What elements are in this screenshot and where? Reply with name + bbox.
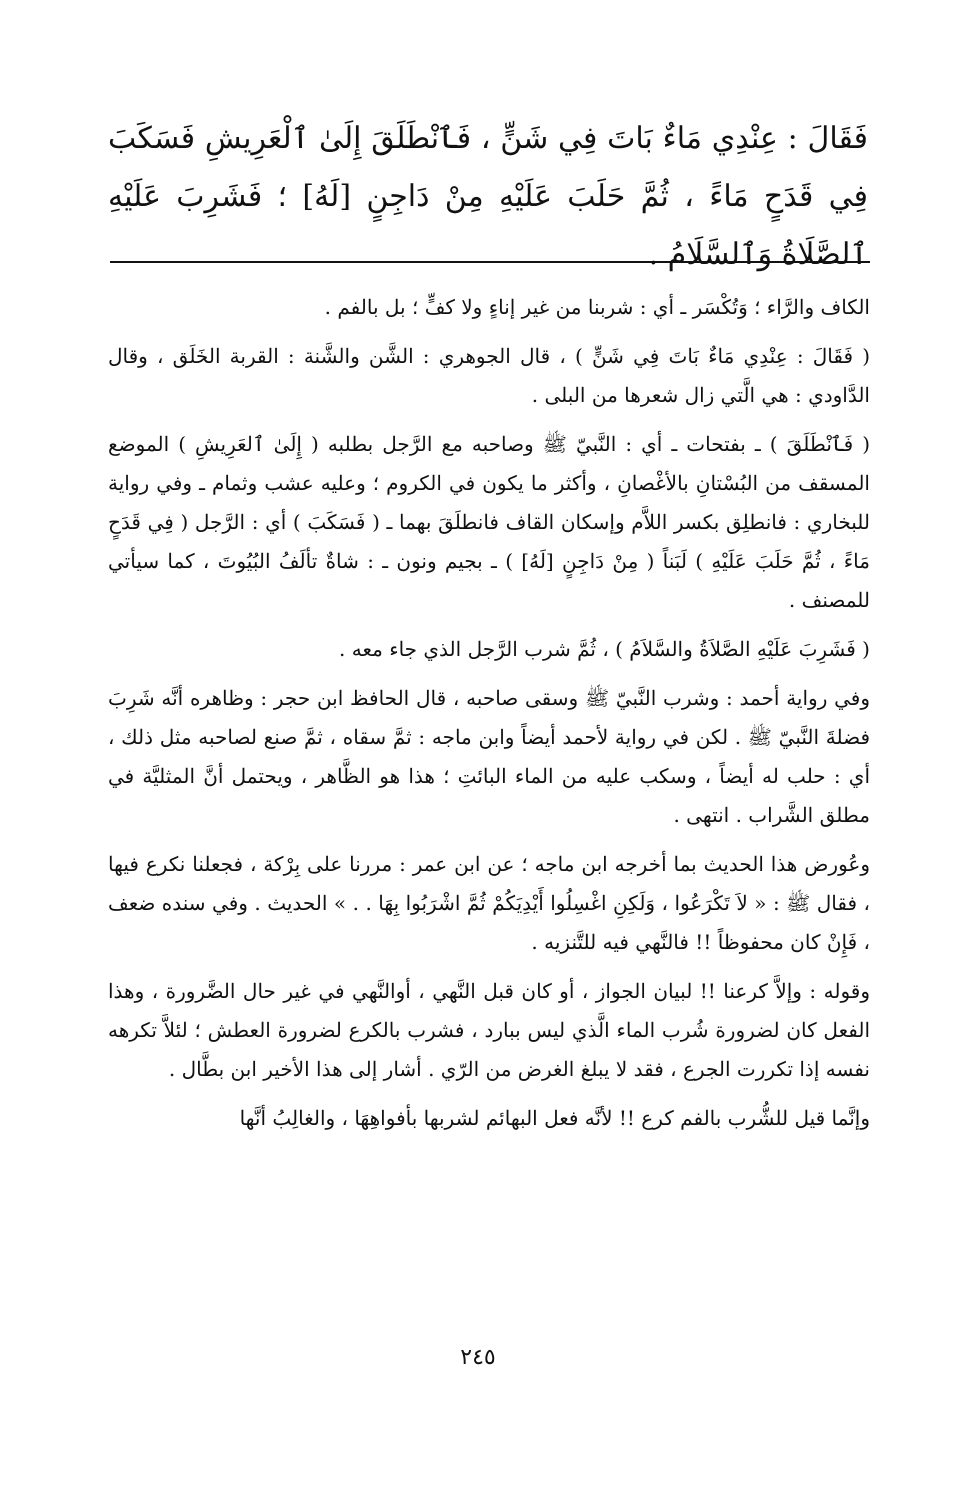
commentary-paragraph: ( فَقَالَ : عِنْدِي مَاءٌ بَاتَ فِي شَنٍّ ) ، قال الجوهري : الشَّن والشَّنة : القربة الخَلَق ، وقال الدَّاودي : هي الَّتي زال شعرها من البلى . <box>108 344 870 407</box>
commentary-paragraph: وقوله : وإلاَّ كرعنا !! لبيان الجواز ، أو كان قبل النَّهي ، أوالنَّهي في غير حال الضَّرورة ، وهذا الفعل كان لضرورة شُرب الماء الَّذي ليس ببارد ، فشرب بالكرع لضرورة العطش ؛ لئلاَّ تكرهه نفسه إذا تكررت الجرع ، فقد لا يبلغ الغرض من الرّي . أشار إلى هذا الأخير ابن بطَّال . <box>108 979 870 1081</box>
commentary-paragraph: وإنَّما قيل للشُّرب بالفم كرع !! لأنَّه فعل البهائم لشربها بأفواهِهَا ، والغالِبُ أنَّها <box>239 1106 870 1130</box>
commentary-paragraph: وفي رواية أحمد : وشرب النَّبيّ ﷺ وسقى صاحبه ، قال الحافظ ابن حجر : وظاهره أنَّه شَرِبَ فضلةَ النَّبيّ ﷺ . لكن في رواية لأحمد أيضاً وابن ماجه : ثمَّ سقاه ، ثمَّ صنع لصاحبه مثل ذلك ، أي : حلب له أيضاً ، وسكب عليه من الماء البائتِ ؛ هذا هو الظَّاهر ، ويحتمل أنَّ المثليَّة في مطلق الشَّراب . انتهى . <box>108 686 870 827</box>
commentary-paragraph: الكاف والرَّاء ؛ وَتُكْسَر ـ أي : شربنا من غير إناءٍ ولا كفٍّ ؛ بل بالفم . <box>324 295 870 319</box>
commentary-paragraph: ( فَشَرِبَ عَلَيْهِ الصَّلاَةُ والسَّلاَمُ ) ، ثُمَّ شرب الرَّجل الذي جاء معه . <box>339 637 870 661</box>
page-number: ٢٤٥ <box>460 1345 496 1370</box>
commentary-paragraph: ( فَٱنْطَلَقَ ) ـ بفتحات ـ أي : النَّبيّ ﷺ وصاحبه مع الرَّجل بطلبه ( إِلَىٰ ٱلعَرِيشِ ) الموضع المسقف من البُسْتانِ بالأغْصانِ ، وأكثر ما يكون في الكروم ؛ وعليه عشب وثمام ـ وفي رواية للبخاري : فانطلِق بكسر اللاَّم وإسكان القاف فانطلَقَ بهما ـ ( فَسَكَبَ ) أي : الرَّجل ( فِي قَدَحٍ مَاءً ، ثُمَّ حَلَبَ عَلَيْهِ ) لَبَناً ( مِنْ دَاجِنٍ [لَهُ] ) ـ بجيم ونون ـ : شاةٌ تألَفُ البُيُوتَ ، كما سيأتي للمصنف . <box>108 432 870 612</box>
footnote-divider <box>110 261 870 263</box>
commentary-paragraph: وعُورض هذا الحديث بما أخرجه ابن ماجه ؛ عن ابن عمر : مررنا على بِرْكة ، فجعلنا نكرع فيها ، فقال ﷺ : « لاَ تَكْرَعُوا ، وَلَكِنِ اغْسِلُوا أَيْدِيَكُمْ ثُمَّ اشْرَبُوا بِهَا . . » الحديث . وفي سنده ضعف ، فَإِنْ كان محفوظاً !! فالنَّهي فيه للتَّنزيه . <box>108 852 870 954</box>
hadith-text: فَقَالَ : عِنْدِي مَاءٌ بَاتَ فِي شَنٍّ ، فَٱنْطَلَقَ إِلَىٰ ٱلْعَرِيشِ فَسَكَبَ فِي قَدَحٍ مَاءً ، ثُمَّ حَلَبَ عَلَيْهِ مِنْ دَاجِنٍ [لَهُ] ؛ فَشَرِبَ عَلَيْهِ ٱلصَّلَاةُ وَٱلسَّلَامُ . <box>108 121 868 272</box>
commentary <box>108 288 870 1148</box>
